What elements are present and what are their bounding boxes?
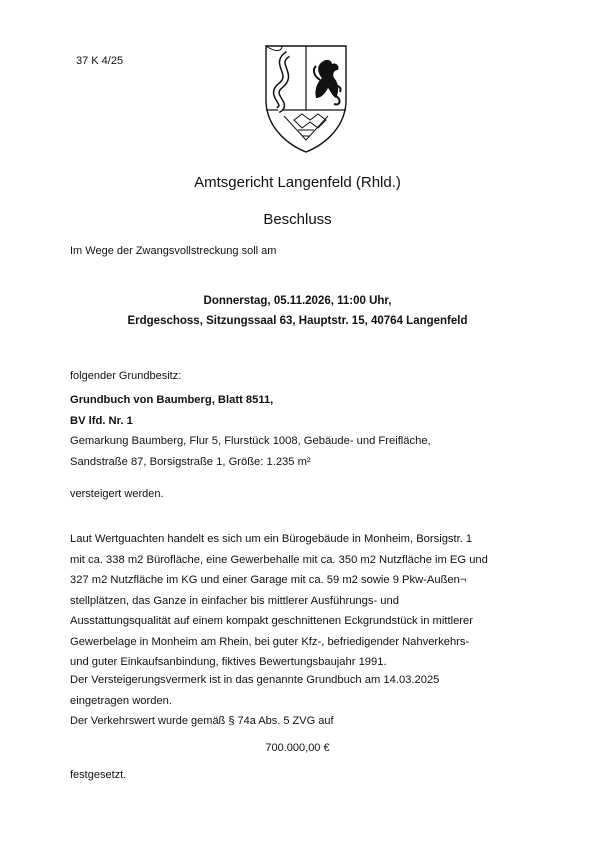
description-line: 327 m2 Nutzfläche im KG und einer Garage mit ca. 59 m2 sowie 9 Pkw-Außen¬ bbox=[70, 574, 467, 586]
registration-line: eingetragen worden. bbox=[70, 694, 173, 707]
description-paragraph bbox=[70, 529, 550, 673]
property-line: Sandstraße 87, Borsigstraße 1, Größe: 1.235 m² bbox=[70, 455, 311, 468]
value-intro: Der Verkehrswert wurde gemäß § 74a Abs. 5 ZVG auf bbox=[70, 715, 334, 727]
intro-text: Im Wege der Zwangsvollstreckung soll am bbox=[70, 245, 277, 257]
property-intro: folgender Grundbesitz: bbox=[70, 370, 182, 382]
description-line: Laut Wertguachten handelt es sich um ein Bürogebäude in Monheim, Borsigstr. 1 bbox=[70, 533, 473, 545]
decision-title: Beschluss bbox=[263, 211, 332, 228]
appointment-location: Erdgeschoss, Sitzungssaal 63, Hauptstr. 15, 40764 Langenfeld bbox=[127, 315, 468, 327]
file-number: 37 K 4/25 bbox=[76, 55, 124, 67]
court-name: Amtsgericht Langenfeld (Rhld.) bbox=[194, 174, 401, 191]
property-item: BV lfd. Nr. 1 bbox=[70, 414, 133, 427]
appointment-date: Donnerstag, 05.11.2026, 11:00 Uhr, bbox=[203, 295, 392, 307]
description-line: stellplätzen, das Ganze in einfacher bis mittlerer Ausführungs- und bbox=[70, 594, 399, 607]
description-line: mit ca. 338 m2 Bürofläche, eine Gewerbehalle mit ca. 350 m2 Nutzfläche im EG und bbox=[70, 553, 488, 566]
auction-phrase: versteigert werden. bbox=[70, 488, 164, 500]
coat-of-arms-icon bbox=[258, 40, 354, 156]
registration-line: Der Versteigerungsvermerk ist in das genannte Grundbuch am 14.03.2025 bbox=[70, 674, 440, 686]
registration-paragraph bbox=[70, 670, 550, 711]
description-line: Ausstattungsqualität auf einem kompakt geschnittenen Eckgrundstück in mittlerer bbox=[70, 615, 473, 627]
property-block bbox=[70, 390, 540, 472]
property-register: Grundbuch von Baumberg, Blatt 8511, bbox=[70, 394, 274, 406]
property-line: Gemarkung Baumberg, Flur 5, Flurstück 1008, Gebäude- und Freifläche, bbox=[70, 435, 431, 447]
description-line: Gewerbelage in Monheim am Rhein, bei guter Kfz-, befriedigender Nahverkehrs- bbox=[70, 635, 470, 648]
description-line: und guter Einkaufsanbindung, fiktives Bewertungsbaujahr 1991. bbox=[70, 656, 387, 668]
value-amount: 700.000,00 € bbox=[265, 742, 330, 754]
closing-text: festgesetzt. bbox=[70, 769, 127, 781]
